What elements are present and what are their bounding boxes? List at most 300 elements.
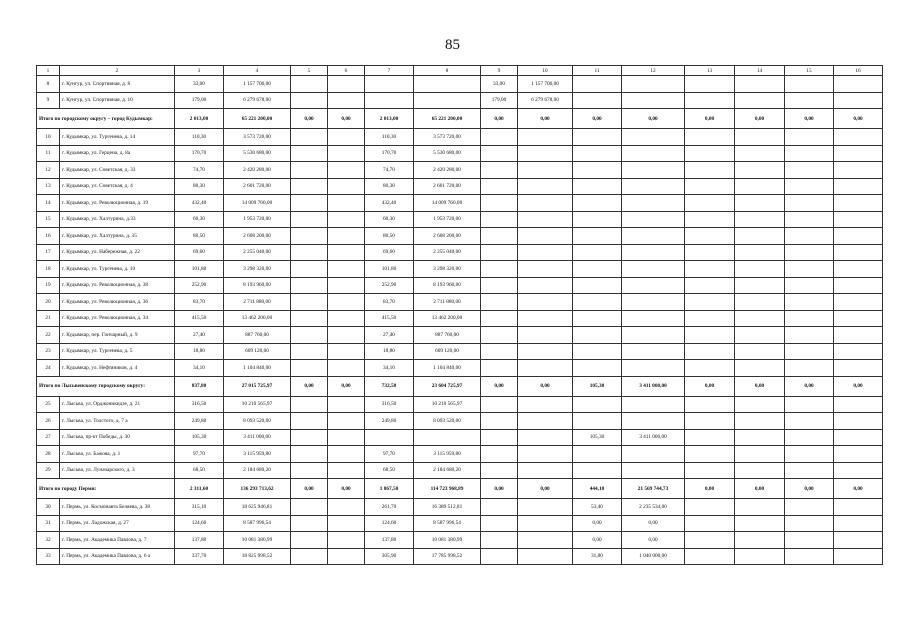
value-cell xyxy=(785,327,834,344)
value-cell xyxy=(685,244,735,261)
value-cell xyxy=(785,429,834,446)
value-cell xyxy=(685,343,735,360)
value-cell xyxy=(481,244,518,261)
value-cell xyxy=(291,429,328,446)
value-cell: 101,80 xyxy=(365,261,414,278)
value-cell: 101,80 xyxy=(175,261,224,278)
value-cell xyxy=(291,76,328,93)
value-cell: 80,30 xyxy=(365,178,414,195)
value-cell: 316,50 xyxy=(365,396,414,413)
value-cell xyxy=(328,413,365,430)
address-cell: г. Кудымкар, ул. Революционная, д. 38 xyxy=(60,277,175,294)
column-header: 2 xyxy=(60,66,175,76)
value-cell xyxy=(834,499,883,516)
value-cell xyxy=(291,277,328,294)
subtotal-cell: 23 604 725,97 xyxy=(414,376,481,396)
value-cell xyxy=(785,129,834,146)
value-cell xyxy=(481,515,518,532)
table-row xyxy=(37,462,883,479)
table-row xyxy=(37,228,883,245)
value-cell xyxy=(328,92,365,109)
value-cell xyxy=(291,228,328,245)
value-cell xyxy=(328,178,365,195)
value-cell xyxy=(834,413,883,430)
row-number: 12 xyxy=(37,162,60,179)
value-cell xyxy=(834,277,883,294)
column-header: 11 xyxy=(573,66,622,76)
value-cell xyxy=(291,462,328,479)
value-cell xyxy=(328,228,365,245)
subtotal-cell: 105,30 xyxy=(573,376,622,396)
value-cell xyxy=(328,162,365,179)
value-cell xyxy=(291,145,328,162)
value-cell: 2 255 040,00 xyxy=(224,244,291,261)
value-cell: 10 210 565,97 xyxy=(414,396,481,413)
value-cell: 80,50 xyxy=(175,228,224,245)
value-cell xyxy=(481,429,518,446)
value-cell: 137,80 xyxy=(365,532,414,549)
value-cell xyxy=(834,129,883,146)
subtotal-cell: 0,00 xyxy=(622,109,685,129)
subtotal-cell: 0,00 xyxy=(328,376,365,396)
value-cell xyxy=(518,396,573,413)
value-cell: 14 009 760,00 xyxy=(224,195,291,212)
value-cell xyxy=(291,129,328,146)
value-cell: 170,70 xyxy=(365,145,414,162)
value-cell xyxy=(291,413,328,430)
value-cell xyxy=(685,396,735,413)
row-number: 20 xyxy=(37,294,60,311)
table-row xyxy=(37,178,883,195)
value-cell xyxy=(573,277,622,294)
value-cell xyxy=(735,360,785,377)
value-cell xyxy=(685,211,735,228)
address-cell: г. Кудымкар, ул. Тургенева, д. 10 xyxy=(60,261,175,278)
value-cell: 415,50 xyxy=(175,310,224,327)
address-cell: г. Кудымкар, ул. Халтурина, д. 35 xyxy=(60,228,175,245)
subtotal-cell: 1 867,50 xyxy=(365,479,414,499)
subtotal-cell: 0,00 xyxy=(785,376,834,396)
value-cell xyxy=(685,261,735,278)
value-cell xyxy=(685,532,735,549)
value-cell: 14 009 760,00 xyxy=(414,195,481,212)
subtotal-cell: 837,80 xyxy=(175,376,224,396)
value-cell: 74,70 xyxy=(175,162,224,179)
value-cell: 60,30 xyxy=(175,211,224,228)
address-cell: г. Лысьва, ул. Бажова, д. 1 xyxy=(60,446,175,463)
value-cell xyxy=(328,261,365,278)
value-cell xyxy=(518,310,573,327)
row-number: 33 xyxy=(37,548,60,565)
value-cell xyxy=(328,211,365,228)
column-header: 8 xyxy=(414,66,481,76)
value-cell xyxy=(622,277,685,294)
value-cell xyxy=(785,195,834,212)
subtotal-cell: 0,00 xyxy=(834,376,883,396)
value-cell: 2 601 720,00 xyxy=(414,178,481,195)
value-cell: 3 298 320,00 xyxy=(414,261,481,278)
column-header: 1 xyxy=(37,66,60,76)
value-cell xyxy=(735,499,785,516)
value-cell xyxy=(518,462,573,479)
value-cell: 74,70 xyxy=(365,162,414,179)
row-number: 8 xyxy=(37,76,60,93)
table-body xyxy=(37,66,883,565)
value-cell xyxy=(622,343,685,360)
value-cell xyxy=(481,145,518,162)
value-cell: 10 210 565,97 xyxy=(224,396,291,413)
value-cell: 1 040 000,00 xyxy=(622,548,685,565)
value-cell xyxy=(518,360,573,377)
value-cell xyxy=(622,145,685,162)
row-number: 30 xyxy=(37,499,60,516)
value-cell xyxy=(785,261,834,278)
subtotal-label: Итого по городу Перми: xyxy=(37,479,175,499)
value-cell xyxy=(481,446,518,463)
value-cell xyxy=(735,396,785,413)
value-cell: 5 530 680,00 xyxy=(414,145,481,162)
value-cell xyxy=(785,515,834,532)
value-cell: 18,80 xyxy=(175,343,224,360)
address-cell: г. Кудымкар, ул. Тургенева, д. 5 xyxy=(60,343,175,360)
value-cell: 1 953 720,00 xyxy=(224,211,291,228)
value-cell xyxy=(573,294,622,311)
value-cell xyxy=(414,76,481,93)
value-cell xyxy=(291,548,328,565)
value-cell xyxy=(685,277,735,294)
value-cell: 110,30 xyxy=(175,129,224,146)
subtotal-cell: 0,00 xyxy=(291,376,328,396)
value-cell: 887 760,00 xyxy=(224,327,291,344)
value-cell xyxy=(328,462,365,479)
value-cell xyxy=(573,76,622,93)
table-row xyxy=(37,360,883,377)
subtotal-cell: 0,00 xyxy=(481,109,518,129)
subtotal-cell: 0,00 xyxy=(834,109,883,129)
value-cell xyxy=(481,327,518,344)
value-cell: 337,70 xyxy=(175,548,224,565)
column-header: 10 xyxy=(518,66,573,76)
value-cell: 34,10 xyxy=(365,360,414,377)
value-cell: 27,40 xyxy=(365,327,414,344)
address-cell: г. Пермь, ул. Академика Павлова, д. 6 а xyxy=(60,548,175,565)
row-number: 31 xyxy=(37,515,60,532)
value-cell xyxy=(518,532,573,549)
row-number: 23 xyxy=(37,343,60,360)
value-cell xyxy=(685,548,735,565)
value-cell xyxy=(328,446,365,463)
value-cell xyxy=(834,92,883,109)
subtotal-cell: 65 221 200,00 xyxy=(414,109,481,129)
subtotal-cell: 0,00 xyxy=(518,109,573,129)
value-cell: 2 608 200,00 xyxy=(414,228,481,245)
value-cell: 3 115 959,80 xyxy=(224,446,291,463)
value-cell xyxy=(735,129,785,146)
subtotal-cell: 0,00 xyxy=(518,479,573,499)
value-cell: 8 587 996,54 xyxy=(414,515,481,532)
value-cell xyxy=(685,294,735,311)
value-cell xyxy=(622,446,685,463)
value-cell xyxy=(622,327,685,344)
subtotal-cell: 27 015 725,97 xyxy=(224,376,291,396)
value-cell xyxy=(622,129,685,146)
value-cell xyxy=(685,162,735,179)
value-cell: 8 193 960,00 xyxy=(224,277,291,294)
address-cell: г. Кудымкар, ул. Халтурина, д.33 xyxy=(60,211,175,228)
value-cell xyxy=(518,195,573,212)
value-cell xyxy=(685,145,735,162)
value-cell xyxy=(481,343,518,360)
subtotal-cell: 2 311,60 xyxy=(175,479,224,499)
address-cell: г. Лысьва, пр-кт Победы, д. 30 xyxy=(60,429,175,446)
value-cell xyxy=(573,310,622,327)
value-cell xyxy=(622,76,685,93)
value-cell xyxy=(573,178,622,195)
column-header: 12 xyxy=(622,66,685,76)
row-number: 27 xyxy=(37,429,60,446)
data-table xyxy=(36,65,883,565)
value-cell xyxy=(834,327,883,344)
value-cell xyxy=(291,261,328,278)
value-cell: 17 785 998,52 xyxy=(414,548,481,565)
value-cell: 0,00 xyxy=(622,532,685,549)
subtotal-cell: 0,00 xyxy=(328,479,365,499)
value-cell: 3 298 320,00 xyxy=(224,261,291,278)
column-header: 15 xyxy=(785,66,834,76)
value-cell: 2 711 880,00 xyxy=(414,294,481,311)
value-cell xyxy=(328,360,365,377)
value-cell: 0,00 xyxy=(573,515,622,532)
value-cell xyxy=(291,211,328,228)
value-cell: 13 462 200,00 xyxy=(224,310,291,327)
value-cell xyxy=(785,92,834,109)
value-cell xyxy=(573,360,622,377)
value-cell xyxy=(328,548,365,565)
value-cell xyxy=(834,178,883,195)
value-cell xyxy=(622,228,685,245)
value-cell xyxy=(685,413,735,430)
value-cell xyxy=(785,76,834,93)
value-cell xyxy=(834,462,883,479)
table-row xyxy=(37,327,883,344)
value-cell: 2 608 200,00 xyxy=(224,228,291,245)
value-cell: 8 193 960,00 xyxy=(414,277,481,294)
value-cell xyxy=(622,360,685,377)
value-cell xyxy=(622,92,685,109)
subtotal-cell: 0,00 xyxy=(685,376,735,396)
subtotal-row xyxy=(37,376,883,396)
page-number: 85 xyxy=(445,37,460,53)
value-cell xyxy=(785,360,834,377)
value-cell xyxy=(481,396,518,413)
value-cell xyxy=(735,178,785,195)
value-cell: 252,90 xyxy=(365,277,414,294)
value-cell xyxy=(735,462,785,479)
value-cell xyxy=(573,413,622,430)
value-cell: 249,80 xyxy=(175,413,224,430)
column-header: 16 xyxy=(834,66,883,76)
column-header: 4 xyxy=(224,66,291,76)
value-cell xyxy=(481,211,518,228)
address-cell: г. Кудымкар, ул. Советская, д. 33 xyxy=(60,162,175,179)
value-cell xyxy=(834,228,883,245)
address-cell: г. Кудымкар, ул. Революционная, д. 36 xyxy=(60,294,175,311)
value-cell: 60,30 xyxy=(365,211,414,228)
table-header-row xyxy=(37,66,883,76)
table-row xyxy=(37,515,883,532)
column-header: 14 xyxy=(735,66,785,76)
address-cell: г. Кудымкар, ул. Тургенева, д. 14 xyxy=(60,129,175,146)
table-row xyxy=(37,211,883,228)
value-cell xyxy=(735,413,785,430)
table-row xyxy=(37,429,883,446)
value-cell xyxy=(735,211,785,228)
value-cell xyxy=(291,515,328,532)
value-cell: 137,80 xyxy=(175,532,224,549)
value-cell xyxy=(785,413,834,430)
value-cell xyxy=(622,195,685,212)
column-header: 6 xyxy=(328,66,365,76)
value-cell xyxy=(735,92,785,109)
value-cell: 105,30 xyxy=(573,429,622,446)
value-cell xyxy=(518,429,573,446)
value-cell xyxy=(735,277,785,294)
value-cell: 83,70 xyxy=(365,294,414,311)
value-cell xyxy=(328,76,365,93)
value-cell xyxy=(518,211,573,228)
value-cell xyxy=(834,429,883,446)
value-cell xyxy=(573,145,622,162)
value-cell xyxy=(685,310,735,327)
table-row xyxy=(37,195,883,212)
value-cell xyxy=(685,76,735,93)
value-cell: 887 760,00 xyxy=(414,327,481,344)
address-cell: г. Кудымкар, ул. Нефтяников, д. 4 xyxy=(60,360,175,377)
value-cell xyxy=(518,244,573,261)
value-cell: 27,40 xyxy=(175,327,224,344)
value-cell: 110,30 xyxy=(365,129,414,146)
value-cell: 124,60 xyxy=(175,515,224,532)
value-cell xyxy=(785,310,834,327)
row-number: 10 xyxy=(37,129,60,146)
value-cell xyxy=(685,462,735,479)
value-cell xyxy=(328,515,365,532)
value-cell xyxy=(834,532,883,549)
value-cell xyxy=(785,499,834,516)
value-cell xyxy=(622,162,685,179)
value-cell: 170,70 xyxy=(175,145,224,162)
value-cell xyxy=(518,548,573,565)
column-header: 5 xyxy=(291,66,328,76)
subtotal-row xyxy=(37,479,883,499)
value-cell: 1 104 840,00 xyxy=(224,360,291,377)
table-row xyxy=(37,244,883,261)
value-cell xyxy=(481,228,518,245)
value-cell: 305,90 xyxy=(365,548,414,565)
value-cell xyxy=(785,211,834,228)
value-cell xyxy=(785,396,834,413)
value-cell xyxy=(834,396,883,413)
value-cell xyxy=(481,162,518,179)
subtotal-cell: 21 569 744,73 xyxy=(622,479,685,499)
subtotal-cell: 0,00 xyxy=(481,376,518,396)
value-cell xyxy=(834,446,883,463)
value-cell xyxy=(365,76,414,93)
value-cell: 2 420 280,00 xyxy=(224,162,291,179)
value-cell: 68,50 xyxy=(175,462,224,479)
value-cell xyxy=(685,327,735,344)
value-cell: 415,50 xyxy=(365,310,414,327)
value-cell xyxy=(685,515,735,532)
value-cell xyxy=(328,145,365,162)
row-number: 11 xyxy=(37,145,60,162)
value-cell xyxy=(414,92,481,109)
value-cell: 2 184 680,20 xyxy=(224,462,291,479)
value-cell xyxy=(834,360,883,377)
subtotal-cell: 0,00 xyxy=(834,479,883,499)
value-cell xyxy=(735,429,785,446)
value-cell xyxy=(834,244,883,261)
value-cell: 53,40 xyxy=(573,499,622,516)
value-cell xyxy=(481,499,518,516)
row-number: 14 xyxy=(37,195,60,212)
value-cell xyxy=(573,195,622,212)
subtotal-cell: 65 221 200,00 xyxy=(224,109,291,129)
value-cell xyxy=(291,294,328,311)
value-cell xyxy=(622,413,685,430)
value-cell xyxy=(518,413,573,430)
value-cell xyxy=(328,310,365,327)
value-cell: 68,50 xyxy=(365,462,414,479)
value-cell xyxy=(365,429,414,446)
value-cell xyxy=(685,92,735,109)
row-number: 17 xyxy=(37,244,60,261)
value-cell xyxy=(573,129,622,146)
value-cell xyxy=(685,178,735,195)
value-cell xyxy=(328,294,365,311)
value-cell xyxy=(481,178,518,195)
value-cell xyxy=(785,343,834,360)
subtotal-cell: 0,00 xyxy=(685,479,735,499)
value-cell xyxy=(785,548,834,565)
value-cell xyxy=(518,446,573,463)
row-number: 13 xyxy=(37,178,60,195)
value-cell xyxy=(328,429,365,446)
table-row xyxy=(37,92,883,109)
value-cell xyxy=(328,396,365,413)
subtotal-label: Итого по Лысьвенскому городскому округу: xyxy=(37,376,175,396)
value-cell: 8 587 996,54 xyxy=(224,515,291,532)
value-cell: 1 104 840,00 xyxy=(414,360,481,377)
address-cell: г. Кунгур, ул. Спортивная, д. 8 xyxy=(60,76,175,93)
value-cell xyxy=(622,178,685,195)
subtotal-row xyxy=(37,109,883,129)
value-cell xyxy=(834,76,883,93)
value-cell: 16 389 512,81 xyxy=(414,499,481,516)
value-cell xyxy=(291,327,328,344)
value-cell: 18 825 998,52 xyxy=(224,548,291,565)
value-cell: 69,60 xyxy=(365,244,414,261)
subtotal-cell: 0,00 xyxy=(291,479,328,499)
value-cell xyxy=(328,129,365,146)
subtotal-cell: 3 411 000,00 xyxy=(622,376,685,396)
table-row xyxy=(37,294,883,311)
value-cell xyxy=(834,211,883,228)
table-row xyxy=(37,129,883,146)
value-cell: 105,30 xyxy=(175,429,224,446)
value-cell xyxy=(834,195,883,212)
address-cell: г. Кудымкар, ул. Революционная, д. 19 xyxy=(60,195,175,212)
